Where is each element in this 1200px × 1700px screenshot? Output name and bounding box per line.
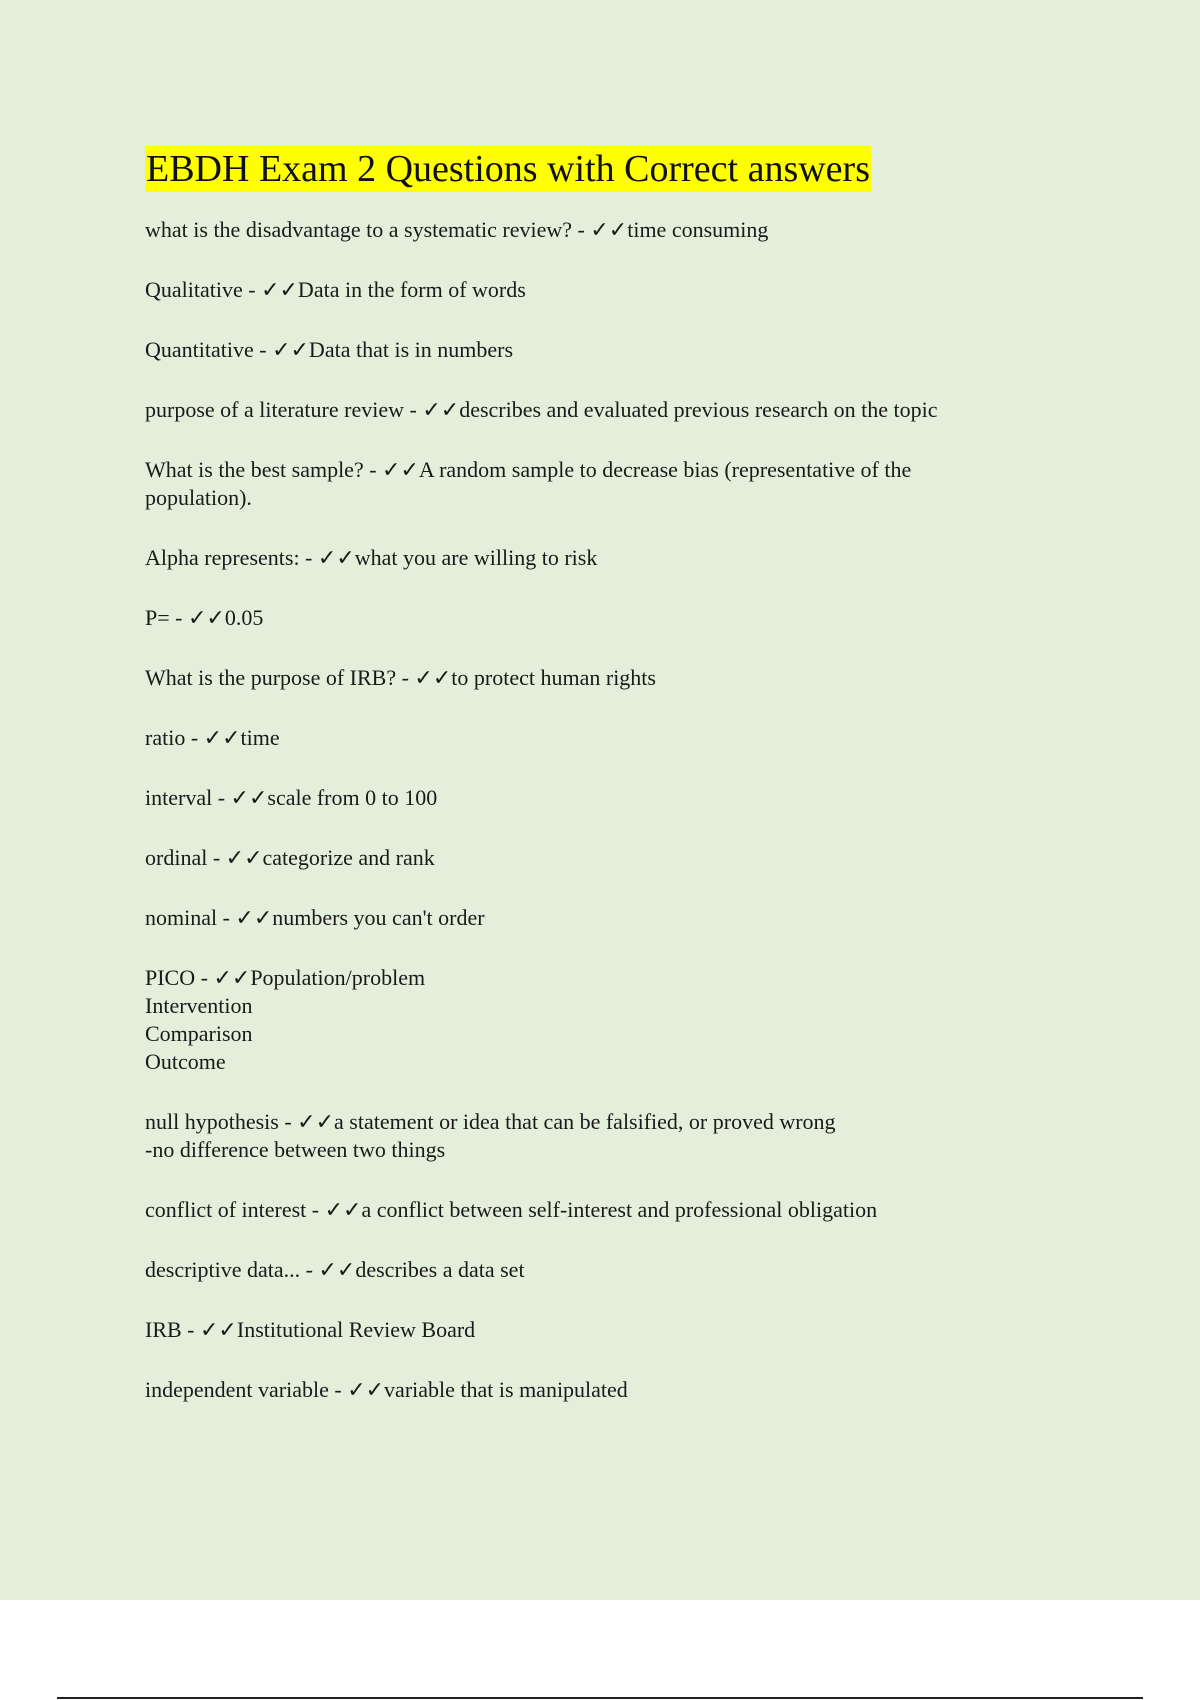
qa-item: What is the best sample? - ✓✓A random sample to decrease bias (representative of the population). [145, 457, 912, 510]
qa-item: Alpha represents: - ✓✓what you are willing to risk [145, 545, 598, 570]
qa-item: descriptive data... - ✓✓describes a data set [145, 1257, 525, 1282]
qa-item: ordinal - ✓✓categorize and rank [145, 845, 435, 870]
qa-item: conflict of interest - ✓✓a conflict between self-interest and professional obligation [145, 1197, 878, 1222]
qa-item: Qualitative - ✓✓Data in the form of words [145, 277, 526, 302]
qa-item: PICO - ✓✓Population/problem Intervention Comparison Outcome [145, 965, 426, 1074]
qa-item: What is the purpose of IRB? - ✓✓to protect human rights [145, 665, 656, 690]
qa-item: purpose of a literature review - ✓✓describes and evaluated previous research on the topic [145, 397, 938, 422]
qa-item: null hypothesis - ✓✓a statement or idea that can be falsified, or proved wrong -no difference between two things [145, 1109, 836, 1162]
qa-item: ratio - ✓✓time [145, 725, 280, 750]
document-title: EBDH Exam 2 Questions with Correct answers [146, 148, 870, 190]
qa-item: nominal - ✓✓numbers you can't order [145, 905, 485, 930]
qa-item: Quantitative - ✓✓Data that is in numbers [145, 337, 514, 362]
document-content [145, 146, 1045, 1436]
page-divider [57, 1697, 1143, 1699]
qa-item: IRB - ✓✓Institutional Review Board [145, 1317, 476, 1342]
qa-item: interval - ✓✓scale from 0 to 100 [145, 785, 438, 810]
qa-item: what is the disadvantage to a systematic review? - ✓✓time consuming [145, 217, 769, 242]
qa-item: P= - ✓✓0.05 [145, 605, 264, 630]
qa-item: independent variable - ✓✓variable that is manipulated [145, 1377, 628, 1402]
